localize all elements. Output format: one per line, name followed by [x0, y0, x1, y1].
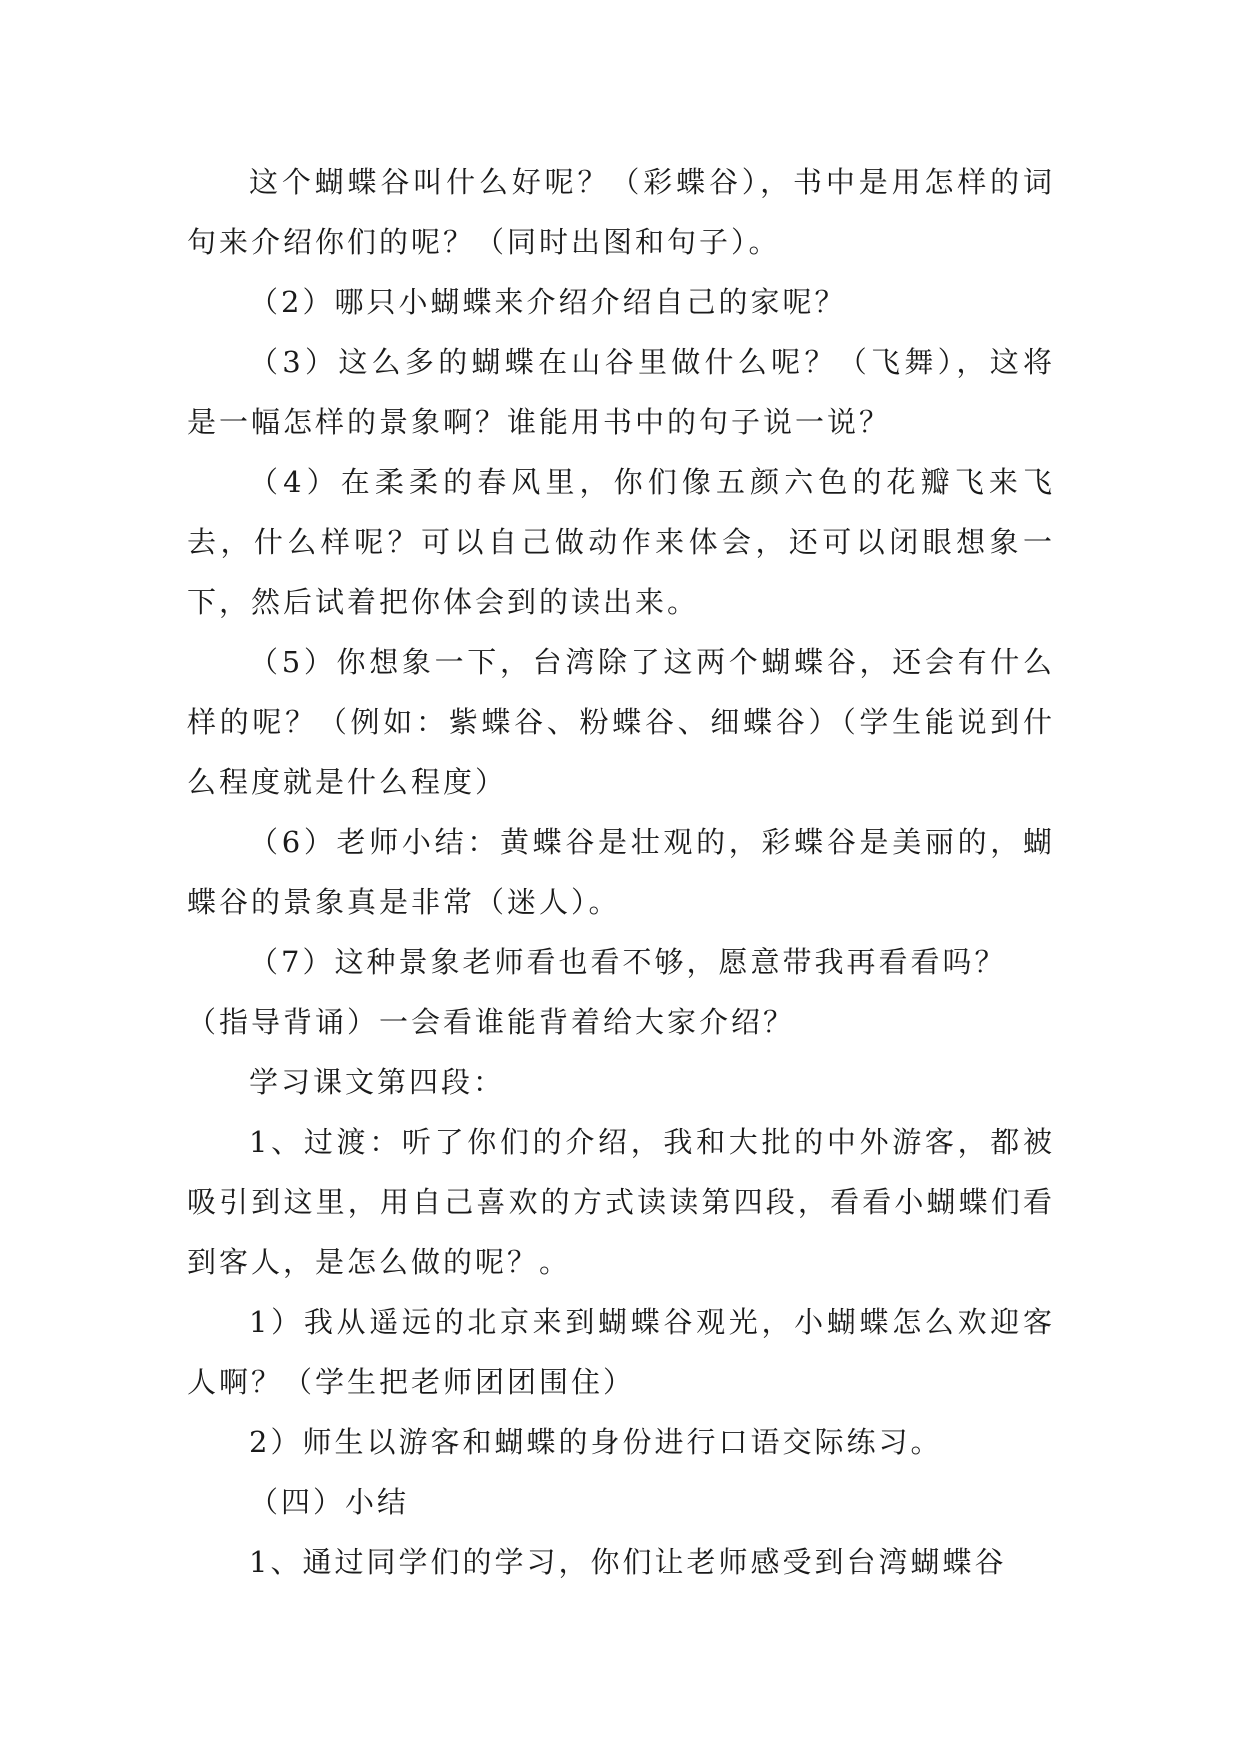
paragraph: （6）老师小结：黄蝶谷是壮观的，彩蝶谷是美丽的，蝴蝶谷的景象真是非常（迷人）。: [187, 825, 1055, 919]
paragraph: （4）在柔柔的春风里，你们像五颜六色的花瓣飞来飞去，什么样呢？可以自己做动作来体会，还可以闭眼想象一下，然后试着把你体会到的读出来。: [187, 465, 1055, 619]
paragraph: 2）师生以游客和蝴蝶的身份进行口语交际练习。: [249, 1425, 943, 1459]
section-heading: （四）小结: [249, 1485, 410, 1519]
paragraph: 这个蝴蝶谷叫什么好呢？（彩蝶谷），书中是用怎样的词句来介绍你们的呢？（同时出图和句子）。: [187, 165, 1055, 259]
document-body: [187, 152, 1055, 1592]
paragraph: （5）你想象一下，台湾除了这两个蝴蝶谷，还会有什么样的呢？（例如：紫蝶谷、粉蝶谷、细蝶谷）（学生能说到什么程度就是什么程度）: [187, 645, 1055, 799]
paragraph: 1、过渡：听了你们的介绍，我和大批的中外游客，都被吸引到这里，用自己喜欢的方式读读第四段，看看小蝴蝶们看到客人，是怎么做的呢？。: [187, 1125, 1055, 1279]
paragraph: 1）我从遥远的北京来到蝴蝶谷观光，小蝴蝶怎么欢迎客人啊？（学生把老师团团围住）: [187, 1305, 1055, 1399]
paragraph: （7）这种景象老师看也看不够，愿意带我再看看吗？: [249, 945, 1007, 979]
paragraph: （指导背诵）一会看谁能背着给大家介绍？: [187, 1005, 796, 1039]
paragraph: 1、通过同学们的学习，你们让老师感受到台湾蝴蝶谷: [249, 1545, 1007, 1579]
paragraph: （2）哪只小蝴蝶来介绍介绍自己的家呢？: [249, 285, 847, 319]
section-heading: 学习课文第四段：: [249, 1065, 506, 1099]
paragraph: （3）这么多的蝴蝶在山谷里做什么呢？（飞舞），这将是一幅怎样的景象啊？谁能用书中的句子说一说？: [187, 345, 1055, 439]
